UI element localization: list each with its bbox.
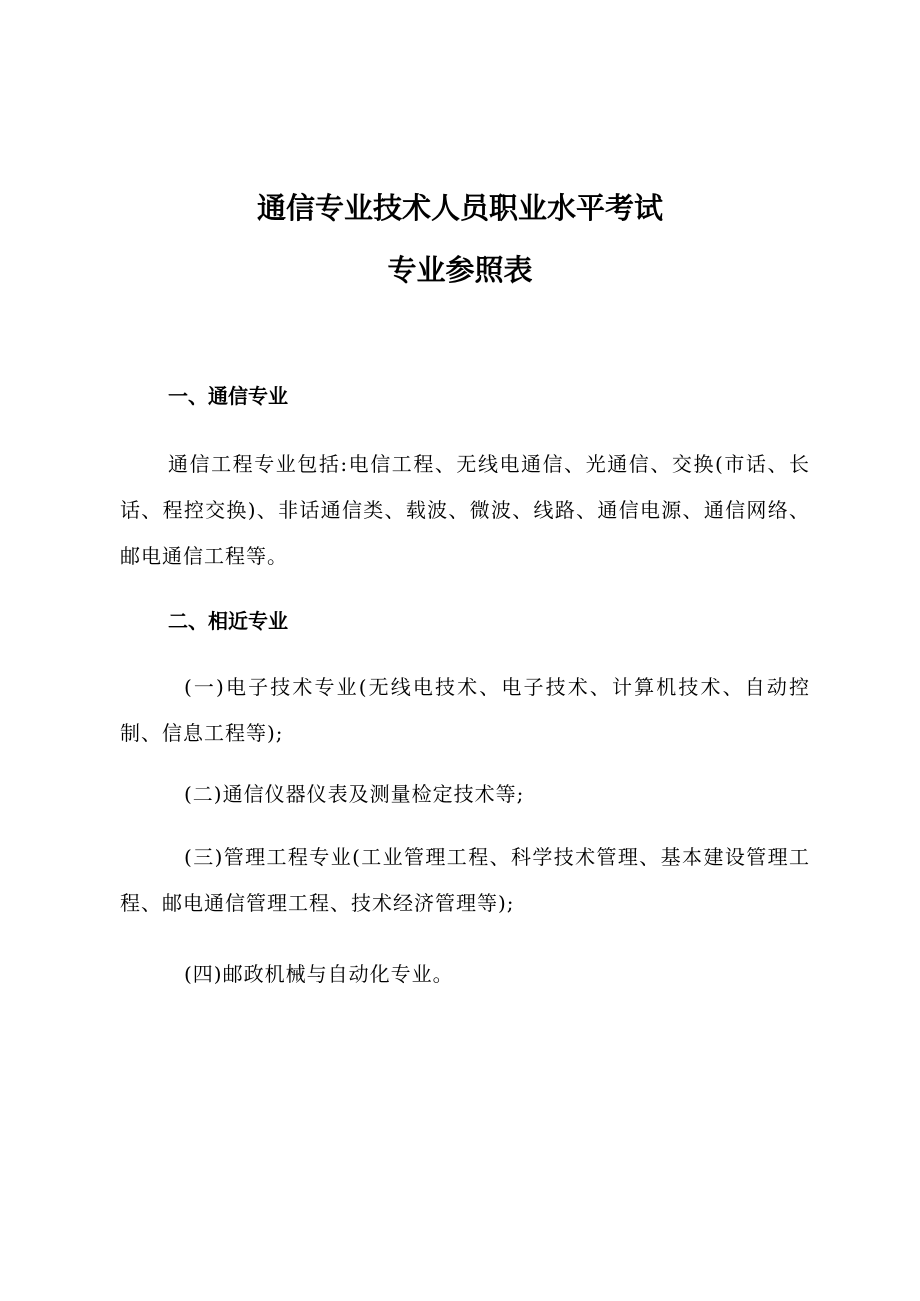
related-item-1: (一)电子技术专业(无线电技术、电子技术、计算机技术、自动控制、信息工程等); — [120, 675, 810, 745]
document-subtitle: 专业参照表 — [387, 253, 533, 287]
section-heading-communication: 一、通信专业 — [168, 384, 288, 408]
related-item-2: (二)通信仪器仪表及测量检定技术等; — [184, 782, 525, 806]
section-heading-related: 二、相近专业 — [168, 609, 288, 633]
related-item-4: (四)邮政机械与自动化专业。 — [184, 962, 454, 986]
section-body-communication: 通信工程专业包括:电信工程、无线电通信、光通信、交换(市话、长话、程控交换)、非话通信类、载波、微波、线路、通信电源、通信网络、邮电通信工程等。 — [120, 452, 810, 568]
related-item-3: (三)管理工程专业(工业管理工程、科学技术管理、基本建设管理工程、邮电通信管理工程、技术经济管理等); — [120, 845, 810, 915]
document-title: 通信专业技术人员职业水平考试 — [256, 191, 663, 225]
